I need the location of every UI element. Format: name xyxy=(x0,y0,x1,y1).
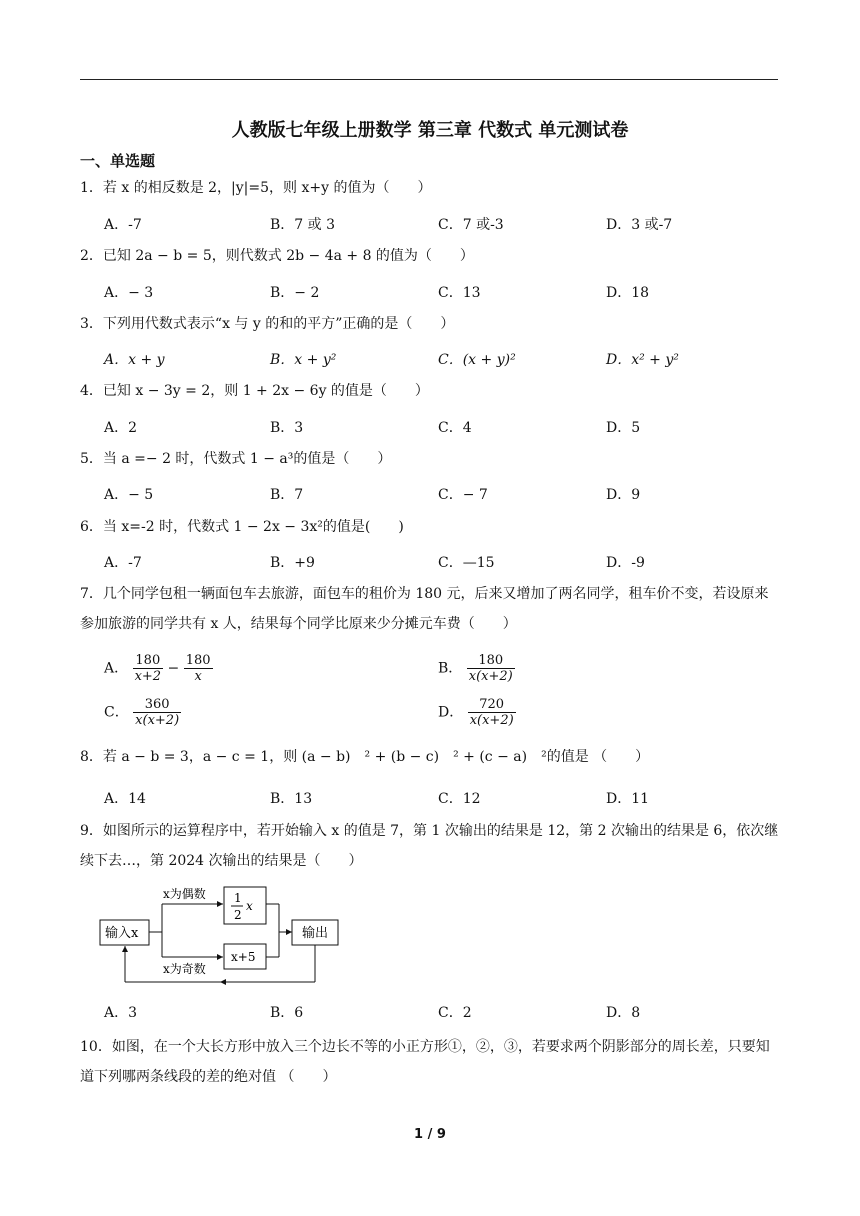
option-b-label: B． xyxy=(438,660,463,677)
question-2-options xyxy=(104,282,784,306)
question-3: 3．下列用代数式表示“x 与 y 的和的平方”正确的是（ ） xyxy=(80,316,455,332)
flowchart-diagram xyxy=(95,885,355,995)
section-heading: 一、单选题 xyxy=(80,152,156,170)
arrow-head xyxy=(217,901,223,907)
option-a-operator: − xyxy=(167,660,180,677)
option-c: C．12 xyxy=(438,791,481,807)
numerator: 180 xyxy=(467,653,515,669)
numerator: 360 xyxy=(133,697,181,713)
question-6: 6．当 x=-2 时，代数式 1 − 2x − 3x²的值是( ) xyxy=(80,519,404,535)
arrow-head xyxy=(220,979,226,985)
option-c xyxy=(104,697,181,728)
option-b: B．+9 xyxy=(270,555,315,571)
option-a: A．− 5 xyxy=(104,487,154,503)
option-a: A．2 xyxy=(104,420,138,436)
numerator: 180 xyxy=(133,653,164,669)
option-d: D．3 或-7 xyxy=(606,217,673,233)
option-d xyxy=(438,697,516,728)
input-label: 输入x xyxy=(105,926,139,941)
option-d: D．x² + y² xyxy=(606,352,679,368)
option-d: D．8 xyxy=(606,1005,641,1021)
option-b: B．7 或 3 xyxy=(270,217,336,233)
option-c: C．− 7 xyxy=(438,487,488,503)
option-d: D．-9 xyxy=(606,555,645,571)
half-box xyxy=(224,887,266,924)
option-d: D．9 xyxy=(606,487,641,503)
option-d-fraction xyxy=(468,697,516,728)
question-7-options-row-1 xyxy=(104,653,784,687)
option-c: C．13 xyxy=(438,285,481,301)
option-a: A．− 3 xyxy=(104,285,154,301)
option-b: B．− 2 xyxy=(270,285,320,301)
option-a: A．x + y xyxy=(104,352,165,368)
option-a: A．-7 xyxy=(104,555,142,571)
page-title: 人教版七年级上册数学 第三章 代数式 单元测试卷 xyxy=(231,120,629,141)
option-b: B．6 xyxy=(270,1005,304,1021)
numerator: 180 xyxy=(185,653,211,668)
question-1-options xyxy=(104,214,784,238)
arrow-head xyxy=(286,929,292,935)
option-c-fraction xyxy=(133,697,181,728)
option-c: C．—15 xyxy=(438,555,495,571)
numerator: 720 xyxy=(468,697,516,713)
output-label: 输出 xyxy=(302,926,329,941)
plus5-label: x+5 xyxy=(231,950,256,964)
denominator: x(x+2) xyxy=(468,669,513,684)
arrow-head xyxy=(217,954,223,960)
question-5: 5．当 a =− 2 时，代数式 1 − a³的值是（ ） xyxy=(80,451,392,467)
option-a xyxy=(104,653,213,684)
half-denominator: 2 xyxy=(234,908,242,922)
option-c-label: C． xyxy=(104,704,129,721)
arrow-head xyxy=(122,946,128,952)
question-8: 8．若 a − b = 3，a − c = 1，则 (a − b) ² + (b − c) ² + (c − a) ²的值是 （ ） xyxy=(80,749,650,765)
question-6-options xyxy=(104,552,784,576)
denominator: x(x+2) xyxy=(135,713,180,728)
odd-label: x为奇数 xyxy=(163,962,206,976)
option-a-fraction-1 xyxy=(133,653,164,684)
even-label: x为偶数 xyxy=(163,887,206,901)
option-a: A．3 xyxy=(104,1005,138,1021)
option-a-fraction-2 xyxy=(184,653,213,684)
option-c: C．7 或-3 xyxy=(438,217,504,233)
question-1: 1．若 x 的相反数是 2，|y|=5，则 x+y 的值为（ ） xyxy=(80,180,432,196)
question-3-options xyxy=(104,349,784,373)
question-7-options-row-2 xyxy=(104,697,784,731)
option-d-label: D． xyxy=(438,704,464,721)
question-4-options xyxy=(104,417,784,441)
option-c: C．(x + y)² xyxy=(438,352,516,368)
option-a: A．-7 xyxy=(104,217,142,233)
option-a-label: A． xyxy=(104,660,129,677)
option-c: C．2 xyxy=(438,1005,472,1021)
option-c: C．4 xyxy=(438,420,472,436)
option-a: A．14 xyxy=(104,791,146,807)
half-numerator: 1 xyxy=(234,891,242,905)
option-d: D．18 xyxy=(606,285,650,301)
question-10: 10．如图，在一个大长方形中放入三个边长不等的小正方形①，②，③，若要求两个阴影部分的周长差，只要知道下列哪两条线段的差的绝对值 （ ） xyxy=(80,1039,770,1085)
option-d: D．11 xyxy=(606,791,650,807)
question-8-options xyxy=(104,788,784,812)
half-variable: x xyxy=(246,899,253,913)
option-b-fraction xyxy=(467,653,515,684)
option-b: B．7 xyxy=(270,487,304,503)
question-9: 9．如图所示的运算程序中，若开始输入 x 的值是 7，第 1 次输出的结果是 12，第 2 次输出的结果是 6，依次继续下去…，第 2024 次输出的结果是（ ） xyxy=(80,823,779,869)
denominator: x+2 xyxy=(134,669,162,684)
question-5-options xyxy=(104,484,784,508)
denominator: x xyxy=(194,669,202,684)
option-d: D．5 xyxy=(606,420,641,436)
option-b xyxy=(438,653,515,684)
option-b: B．13 xyxy=(270,791,313,807)
question-4: 4．已知 x − 3y = 2，则 1 + 2x − 6y 的值是（ ） xyxy=(80,383,429,399)
question-9-options xyxy=(104,1002,784,1026)
option-b: B．3 xyxy=(270,420,304,436)
question-7: 7．几个同学包租一辆面包车去旅游，面包车的租价为 180 元，后来又增加了两名同学，租车价不变，若设原来参加旅游的同学共有 x 人，结果每个同学比原来少分摊元车费（ ） xyxy=(80,586,769,632)
option-b: B．x + y² xyxy=(270,352,337,368)
page-number: 1 / 9 xyxy=(414,1127,446,1142)
header-rule xyxy=(80,79,778,80)
denominator: x(x+2) xyxy=(469,713,514,728)
question-2: 2．已知 2a − b = 5，则代数式 2b − 4a + 8 的值为（ ） xyxy=(80,248,474,264)
